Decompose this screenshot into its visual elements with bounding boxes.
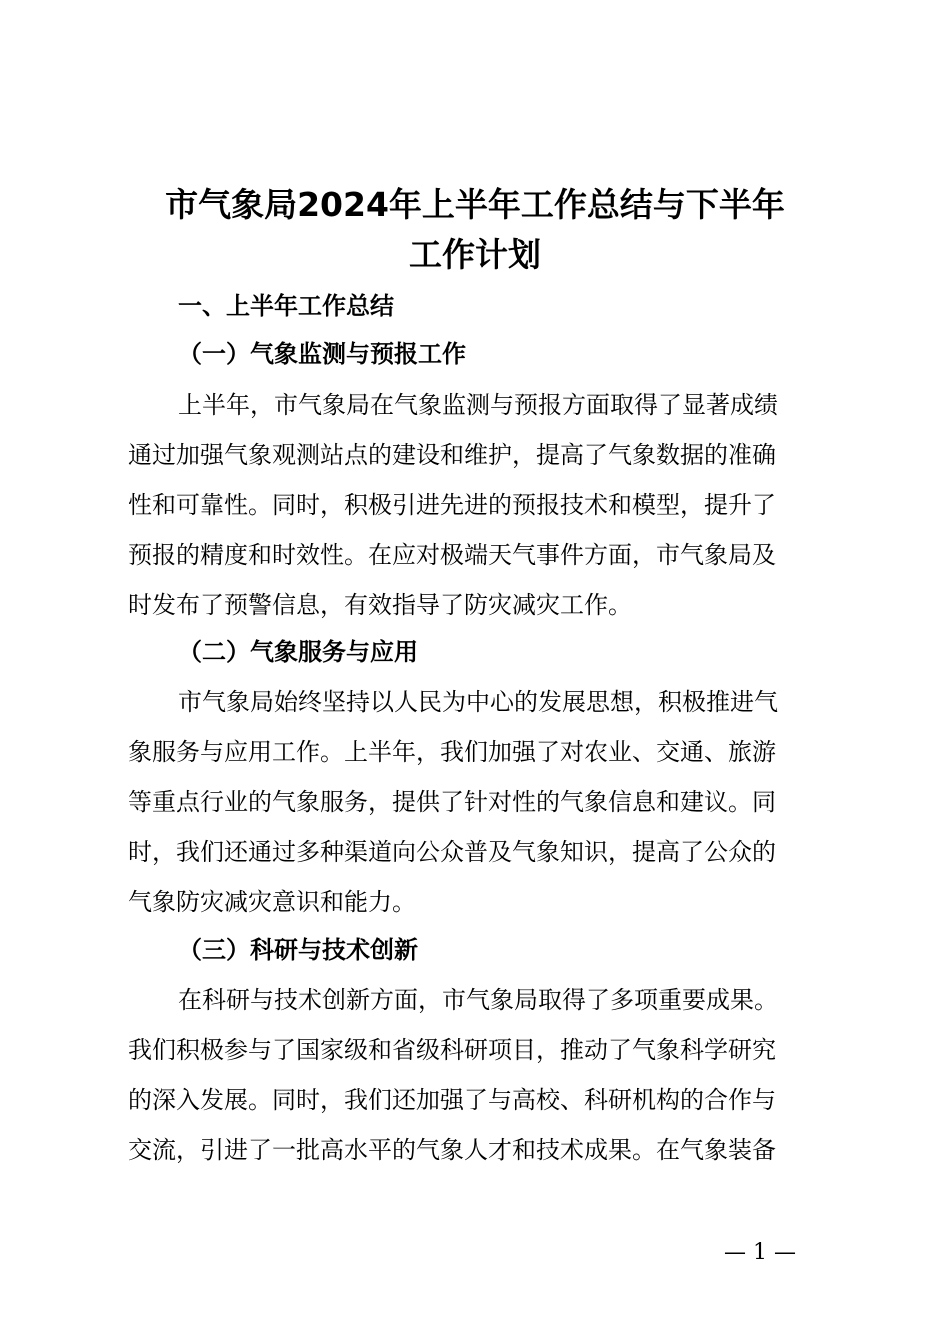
paragraph-line: 等重点行业的气象服务，提供了针对性的气象信息和建议。同: [128, 788, 776, 816]
paragraph-line: 预报的精度和时效性。在应对极端天气事件方面，市气象局及: [128, 541, 776, 569]
paragraph-line: 市气象局始终坚持以人民为中心的发展思想，积极推进气: [178, 688, 778, 716]
paragraph-line: 的深入发展。同时，我们还加强了与高校、科研机构的合作与: [128, 1086, 776, 1114]
paragraph-line: 我们积极参与了国家级和省级科研项目，推动了气象科学研究: [128, 1036, 776, 1064]
subsection-heading-3: （三）科研与技术创新: [178, 936, 418, 964]
paragraph-line: 时发布了预警信息，有效指导了防灾减灾工作。: [128, 591, 632, 619]
paragraph-line: 气象防灾减灾意识和能力。: [128, 888, 416, 916]
paragraph-line: 通过加强气象观测站点的建设和维护，提高了气象数据的准确: [128, 441, 776, 469]
title-line-2: 工作计划: [409, 235, 541, 274]
paragraph-line: 上半年，市气象局在气象监测与预报方面取得了显著成绩: [178, 391, 778, 419]
page-number: — 1 —: [724, 1240, 796, 1265]
subsection-heading-2: （二）气象服务与应用: [178, 638, 418, 666]
paragraph-line: 时，我们还通过多种渠道向公众普及气象知识，提高了公众的: [128, 838, 776, 866]
paragraph-line: 性和可靠性。同时，积极引进先进的预报技术和模型，提升了: [128, 491, 776, 519]
paragraph-line: 在科研与技术创新方面，市气象局取得了多项重要成果。: [178, 986, 778, 1014]
paragraph-1: [128, 380, 838, 630]
paragraph-line: 交流，引进了一批高水平的气象人才和技术成果。在气象装备: [128, 1136, 776, 1164]
paragraph-2: [128, 677, 838, 927]
document-title: [0, 180, 950, 280]
paragraph-3: [128, 975, 838, 1175]
section-heading-1: 一、上半年工作总结: [178, 292, 394, 320]
title-line-1: 市气象局2024年上半年工作总结与下半年: [165, 185, 785, 224]
subsection-heading-1: （一）气象监测与预报工作: [178, 340, 466, 368]
paragraph-line: 象服务与应用工作。上半年，我们加强了对农业、交通、旅游: [128, 738, 776, 766]
